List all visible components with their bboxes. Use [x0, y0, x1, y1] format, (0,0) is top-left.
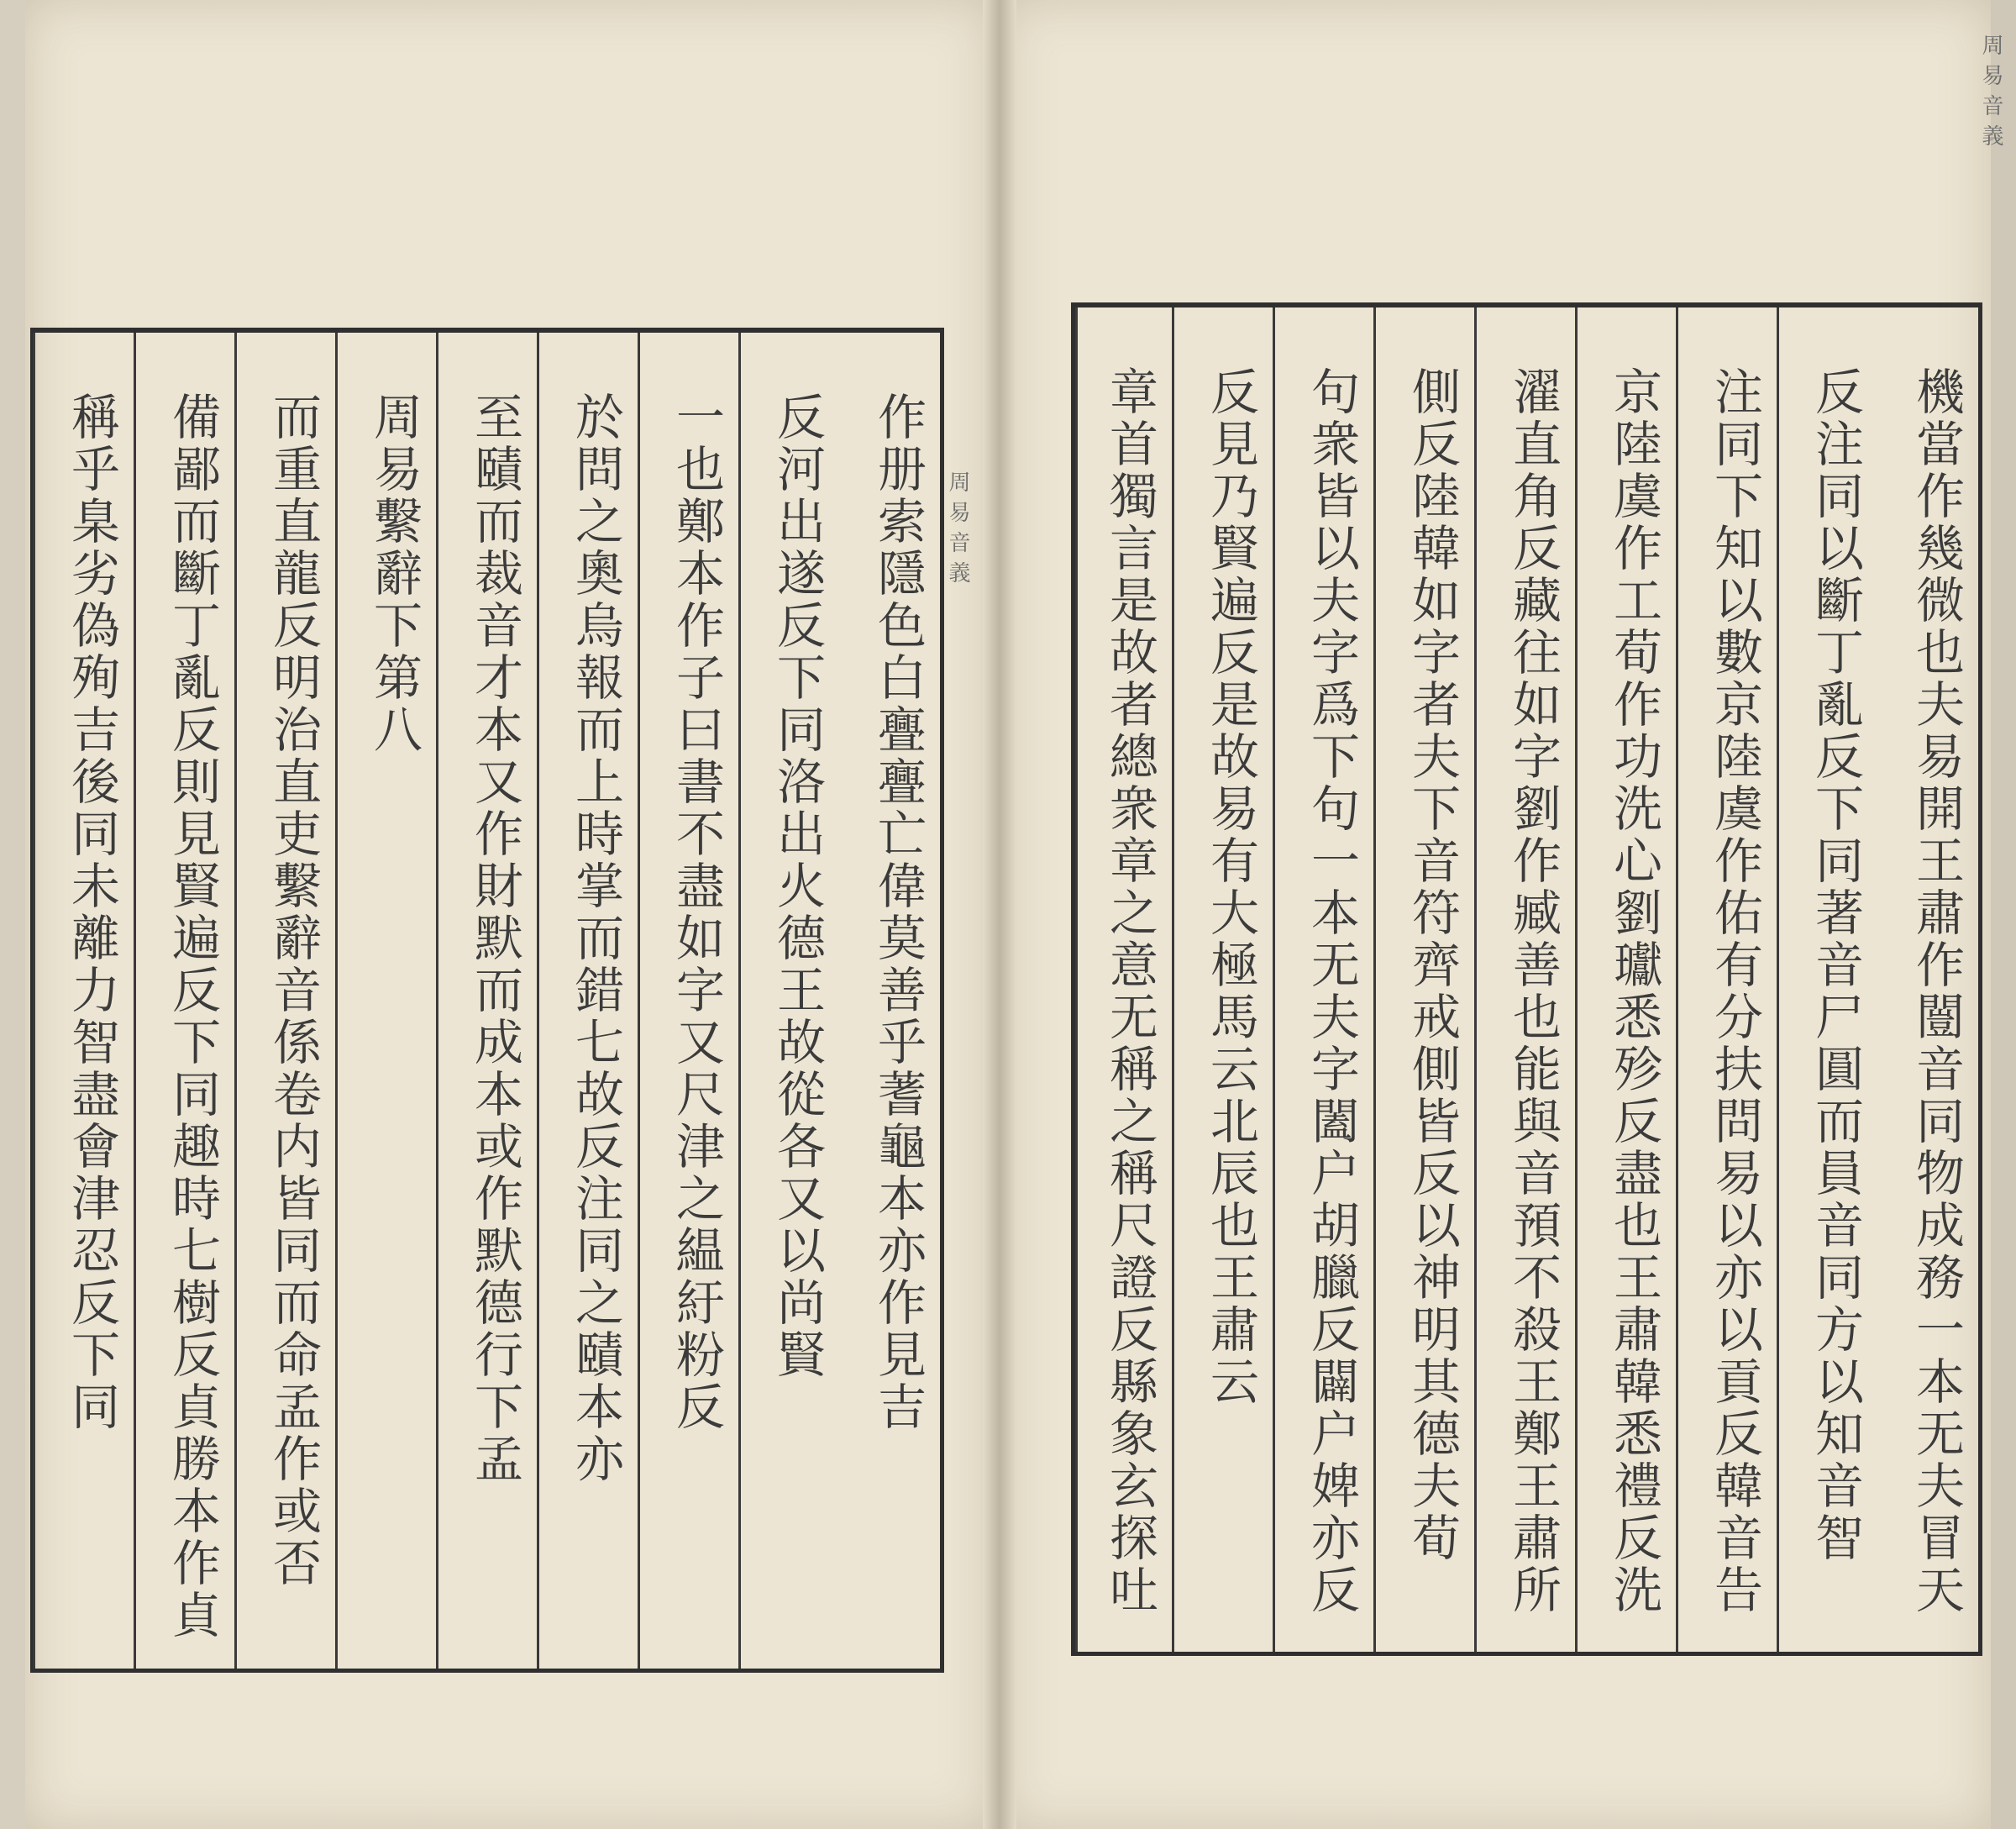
left-column-1: 作册索隱色白亹亹亡偉莫善乎蓍龜本亦作見吉	[869, 392, 927, 1433]
left-column-5: 至賾而裁音才本又作財默而成本或作默德行下孟	[436, 333, 537, 1669]
book-gutter	[983, 0, 1016, 1829]
left-column-9: 稱乎臬劣偽殉吉後同未離力智盡會津忍反下同	[33, 333, 134, 1669]
left-column-8: 備鄙而斷丁亂反則見賢遍反下同趣時七樹反貞勝本作貞	[134, 333, 234, 1669]
right-column-4: 京陸虞作工荀作功洗心劉瓛悉殄反盡也王肅韓悉禮反洗	[1575, 307, 1676, 1652]
left-column-2: 反河出遂反下同洛出火德王故從各又以尚賢	[738, 333, 839, 1669]
right-margin-label: 周易音義	[1978, 34, 2003, 155]
right-text-frame	[1071, 302, 1982, 1656]
right-column-2: 反注同以斷丁亂反下同著音尸圓而員音同方以知音智	[1777, 307, 1877, 1652]
right-column-8: 反見乃賢遍反是故易有大極馬云北辰也王肅云	[1172, 307, 1273, 1652]
right-column-5: 濯直角反藏往如字劉作臧善也能與音預不殺王鄭王肅所	[1474, 307, 1575, 1652]
left-column-7: 而重直龍反明治直吏繫辭音係卷内皆同而命孟作或否	[234, 333, 335, 1669]
right-column-3: 注同下知以數京陸虞作佑有分扶問易以亦以貢反韓音告	[1676, 307, 1777, 1652]
left-column-4: 於問之奧烏報而上時掌而錯七故反注同之賾本亦	[537, 333, 638, 1669]
right-column-9: 章首獨言是故者總衆章之意无稱之稱尺證反縣象玄探吐	[1075, 307, 1172, 1652]
right-column-6: 側反陸韓如字者夫下音符齊戒側皆反以神明其德夫荀	[1373, 307, 1474, 1652]
left-column-3: 一也鄭本作子曰書不盡如字又尺津之緼紆粉反	[638, 333, 738, 1669]
right-column-7: 句衆皆以夫字爲下句一本无夫字闔户胡臘反闢户婢亦反	[1273, 307, 1373, 1652]
left-text-frame	[30, 328, 944, 1673]
left-column-6: 周易繫辭下第八	[335, 333, 436, 1669]
left-margin-label: 周易音義	[945, 470, 970, 591]
right-column-1: 機當作幾微也夫易開王肅作闓音同物成務一本无夫冒天	[1908, 366, 1965, 1616]
